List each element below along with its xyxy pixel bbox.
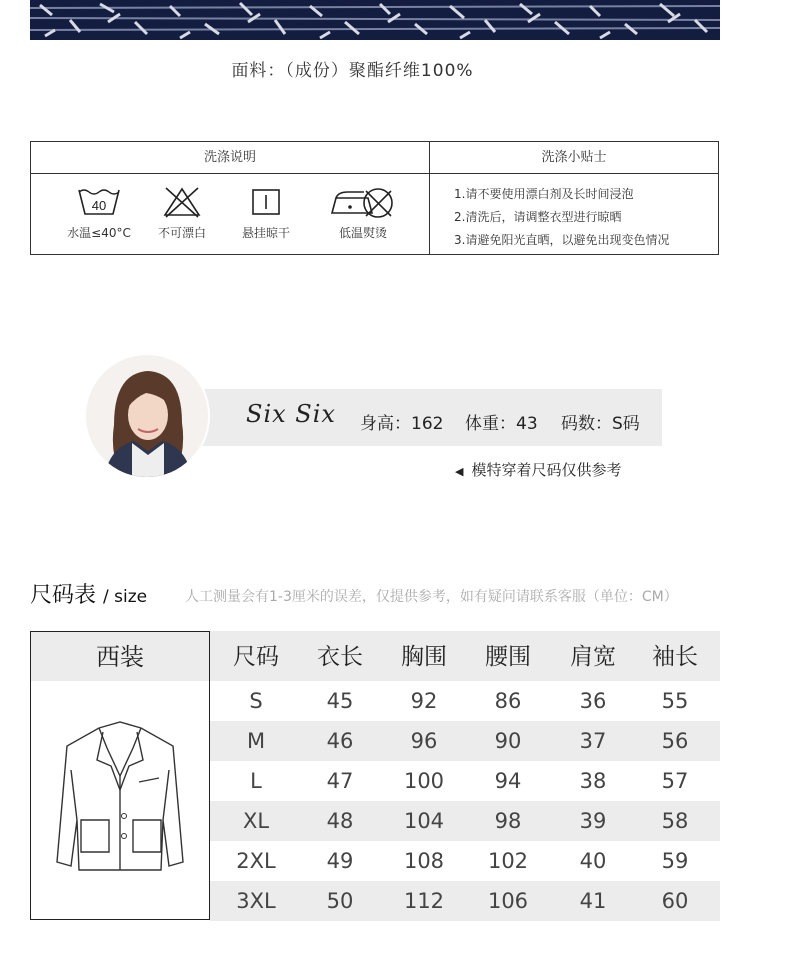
- table-cell: 55: [661, 689, 689, 713]
- size-chart-note: 人工测量会有1-3厘米的误差，仅提供参考，如有疑问请联系客服（单位：CM）: [185, 589, 678, 605]
- care-item-dry: [226, 186, 306, 241]
- care-label: 低温熨烫: [338, 226, 387, 240]
- model-signature: Six Six: [246, 400, 336, 428]
- garment-label: 西装: [31, 632, 209, 681]
- table-row: [210, 801, 720, 841]
- table-cell: L: [250, 769, 262, 793]
- table-cell: 92: [410, 689, 438, 713]
- washing-tip: 3.请避免阳光直晒，以避免出现变色情况: [454, 233, 670, 247]
- care-label: 水温≤40°C: [67, 226, 131, 240]
- table-cell: XL: [242, 809, 270, 833]
- table-cell: 102: [487, 849, 529, 873]
- table-cell: 37: [579, 729, 607, 753]
- table-row: [210, 841, 720, 881]
- model-height: 身高：162: [360, 414, 444, 434]
- table-cell: 58: [661, 809, 689, 833]
- table-cell: 96: [410, 729, 438, 753]
- care-item-bleach: [142, 186, 222, 241]
- care-instructions-table: [30, 141, 719, 255]
- table-cell: 47: [326, 769, 354, 793]
- column-header-waist: 腰围: [485, 644, 531, 670]
- table-cell: 60: [661, 889, 689, 913]
- table-cell: M: [246, 729, 266, 753]
- table-row: [210, 881, 720, 921]
- table-cell: 49: [326, 849, 354, 873]
- table-cell: 36: [579, 689, 607, 713]
- washing-instructions-header: 洗涤说明: [31, 142, 429, 174]
- table-cell: 3XL: [236, 889, 276, 913]
- table-cell: 2XL: [236, 849, 276, 873]
- table-divider: [429, 142, 430, 254]
- wash-40-icon: [77, 186, 121, 218]
- model-size: 码数：S码: [561, 414, 640, 434]
- table-cell: 56: [661, 729, 689, 753]
- table-cell: 39: [579, 809, 607, 833]
- table-row: [210, 681, 720, 721]
- care-label: 悬挂晾干: [241, 226, 290, 240]
- table-cell: 48: [326, 809, 354, 833]
- suit-jacket-drawing: [51, 720, 189, 880]
- size-table-header: [210, 631, 720, 681]
- column-header-size: 尺码: [233, 644, 279, 670]
- table-cell: 104: [403, 809, 445, 833]
- washing-tip: 1.请不要使用漂白剂及长时间浸泡: [454, 187, 634, 201]
- model-weight: 体重：43: [465, 414, 538, 434]
- column-header-length: 衣长: [317, 644, 363, 670]
- table-cell: 108: [403, 849, 445, 873]
- table-cell: 57: [661, 769, 689, 793]
- low-iron-icon: [328, 186, 398, 220]
- table-cell: 46: [326, 729, 354, 753]
- washing-tips-header: 洗涤小贴士: [430, 142, 718, 174]
- care-item-iron: [323, 186, 403, 241]
- column-header-bust: 胸围: [401, 644, 447, 670]
- hang-dry-icon: [250, 186, 282, 218]
- no-bleach-icon: [162, 186, 202, 218]
- table-cell: 50: [326, 889, 354, 913]
- column-header-shoulder: 肩宽: [570, 644, 616, 670]
- table-row: [210, 721, 720, 761]
- care-label: 不可漂白: [157, 226, 206, 240]
- table-cell: 94: [494, 769, 522, 793]
- model-avatar: [86, 355, 208, 477]
- table-cell: 59: [661, 849, 689, 873]
- table-cell: 112: [403, 889, 445, 913]
- care-item-wash: [59, 186, 139, 241]
- table-cell: 90: [494, 729, 522, 753]
- size-chart-title: 尺码表 / size: [30, 583, 148, 608]
- garment-panel: [30, 631, 210, 920]
- triangle-left-icon: ◀: [455, 465, 464, 478]
- svg-text:40: 40: [91, 198, 107, 213]
- table-cell: 106: [487, 889, 529, 913]
- model-size-note: ◀ 模特穿着尺码仅供参考: [455, 461, 622, 479]
- table-cell: 86: [494, 689, 522, 713]
- column-header-sleeve: 袖长: [652, 644, 698, 670]
- table-cell: 38: [579, 769, 607, 793]
- table-cell: 100: [403, 769, 445, 793]
- washing-tip: 2.清洗后，请调整衣型进行晾晒: [454, 210, 622, 224]
- table-cell: 40: [579, 849, 607, 873]
- table-cell: 41: [579, 889, 607, 913]
- table-row: [210, 761, 720, 801]
- fabric-composition: 面料：（成份）聚酯纤维100%: [231, 61, 474, 81]
- table-cell: S: [249, 689, 263, 713]
- table-cell: 45: [326, 689, 354, 713]
- fabric-texture-image: [30, 0, 720, 40]
- table-cell: 98: [494, 809, 522, 833]
